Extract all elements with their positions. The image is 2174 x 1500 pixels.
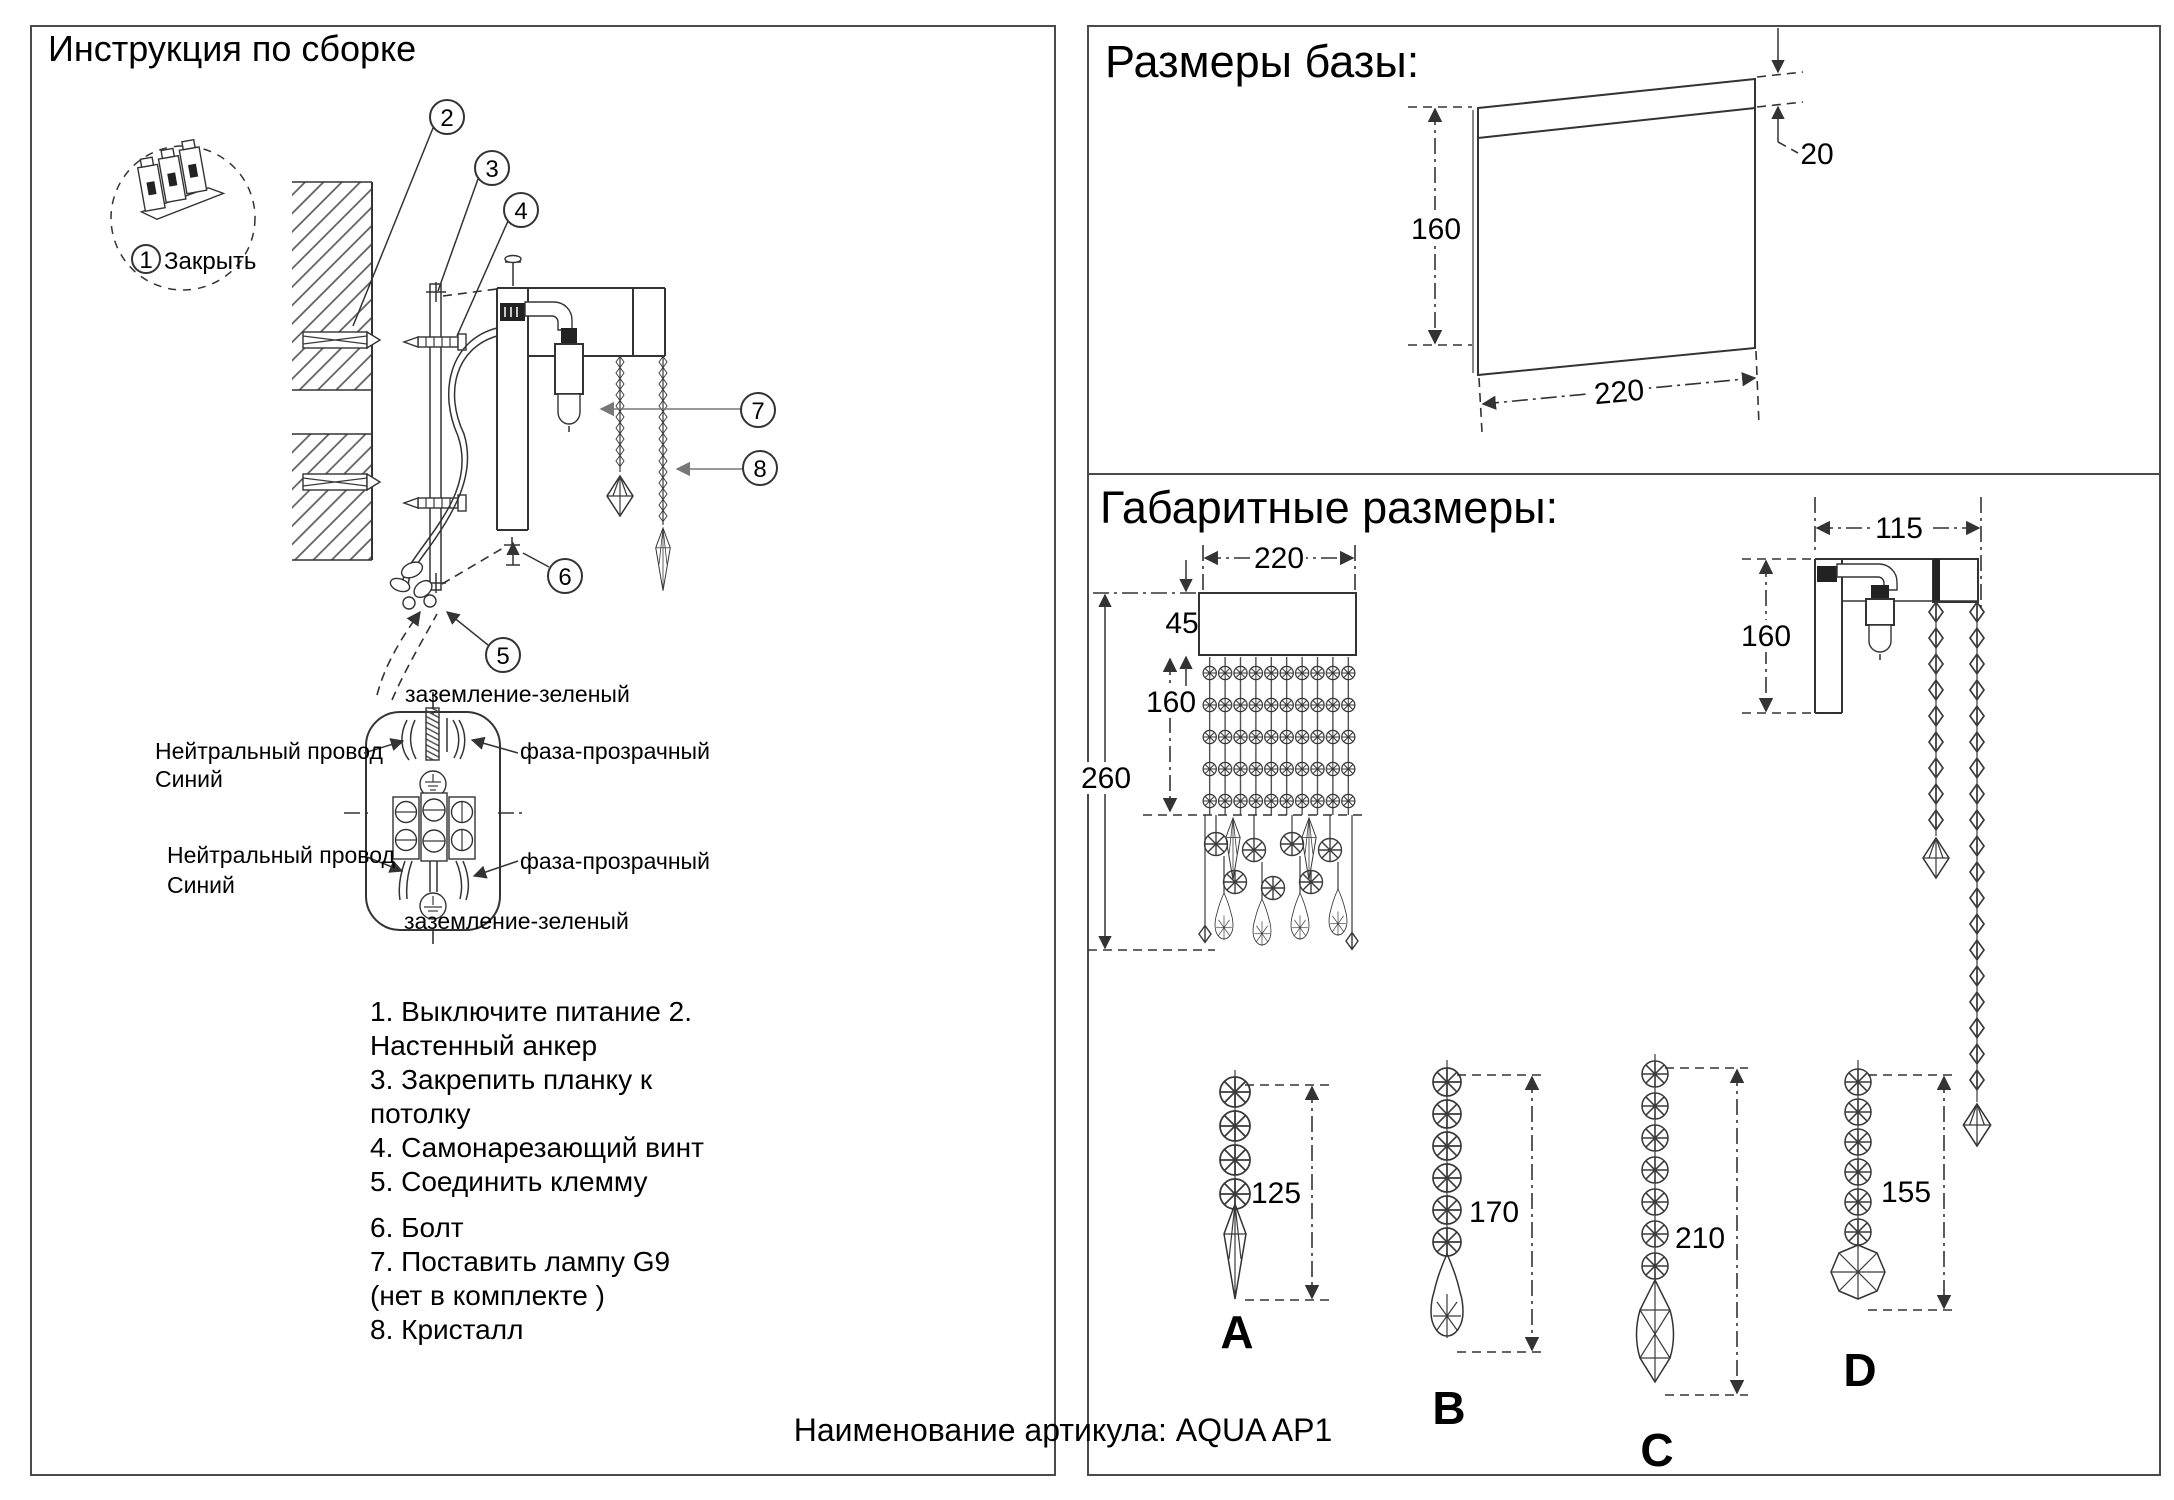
instruction-step: (нет в комплекте ) (370, 1280, 605, 1311)
strand-detail-C (1637, 1054, 1749, 1476)
lamp-assembly (500, 302, 583, 432)
wiring-neutral-bottom-label: Нейтральный провод (167, 842, 395, 868)
callout-5: 5 (496, 643, 510, 670)
wiring-ground-top-label: заземление-зеленый (405, 681, 630, 707)
strand-C-length: 210 (1674, 1222, 1726, 1255)
article-caption: Наименование артикула: AQUA AP1 (793, 1412, 1333, 1448)
strand-detail-D (1831, 1060, 1954, 1396)
strand-B-length: 170 (1468, 1196, 1520, 1229)
strand-A-label: A (1220, 1306, 1254, 1358)
wall-anchor-bottom (303, 474, 380, 490)
side-height-dim: 160 (1740, 620, 1792, 653)
fixture-body (497, 256, 665, 554)
front-band-dim: 160 (1145, 686, 1197, 719)
side-depth-dim: 115 (1875, 512, 1923, 545)
front-plate-dim: 45 (1165, 607, 1199, 640)
side-view-drawing (1740, 497, 1991, 1146)
base-height-dim: 160 (1410, 213, 1462, 246)
supply-cable (402, 328, 497, 589)
instruction-step: 7. Поставить лампу G9 (370, 1246, 671, 1277)
wiring-phase-bottom-label: фаза-прозрачный (520, 848, 710, 874)
instruction-step: 6. Болт (370, 1212, 464, 1243)
base-thickness-dim: 20 (1800, 138, 1834, 171)
wiring-phase-top-label: фаза-прозрачный (520, 738, 710, 764)
terminal-connector-cluster (377, 559, 437, 700)
wall-section (292, 182, 372, 560)
strand-D-length: 155 (1880, 1176, 1932, 1209)
callout-2: 2 (440, 105, 454, 132)
strand-B-label: B (1432, 1382, 1466, 1434)
wiring-blue-bottom-label: Синий (167, 872, 235, 898)
strand-detail-A (1220, 1070, 1330, 1358)
screw-top (404, 334, 466, 350)
base-width-dim: 220 (1592, 373, 1646, 412)
base-dimensions-title: Размеры базы: (1105, 36, 1420, 87)
wiring-ground-bottom-label: заземление-зеленый (404, 908, 629, 934)
callout-7: 7 (751, 398, 765, 425)
callout-6: 6 (558, 564, 572, 591)
instruction-step: 3. Закрепить планку к (370, 1064, 653, 1095)
front-total-dim: 260 (1080, 762, 1132, 795)
wiring-blue-top-label: Синий (155, 766, 223, 792)
instruction-step: 4. Самонарезающий винт (370, 1132, 704, 1163)
callout-4: 4 (514, 198, 528, 225)
power-off-detail (111, 136, 256, 290)
fixture-strand-1 (607, 356, 633, 516)
strand-C-label: C (1640, 1424, 1674, 1476)
instruction-step: 1. Выключите питание 2. (370, 996, 692, 1027)
overall-dimensions-title: Габаритные размеры: (1100, 482, 1559, 533)
strand-detail-B (1431, 1060, 1542, 1434)
strand-A-length: 125 (1250, 1177, 1302, 1210)
base-plate-drawing (1408, 28, 1834, 432)
callout-8: 8 (753, 456, 767, 483)
front-view-drawing (1079, 540, 1362, 950)
instruction-list (370, 995, 704, 1347)
instruction-step: потолку (370, 1098, 471, 1129)
front-width-dim: 220 (1253, 542, 1305, 575)
page-title: Инструкция по сборке (48, 28, 417, 69)
circuit-breaker-icon (131, 136, 226, 221)
callout-3: 3 (485, 156, 499, 183)
instruction-step: Настенный анкер (370, 1030, 598, 1061)
instruction-step: 5. Соединить клемму (370, 1166, 648, 1197)
wiring-neutral-top-label: Нейтральный провод (155, 738, 383, 764)
fixture-strand-2 (656, 356, 671, 591)
strand-D-label: D (1843, 1344, 1877, 1396)
power-off-label: Закрыть (164, 248, 257, 275)
wall-anchor-top (303, 332, 380, 348)
callout-1: 1 (139, 247, 153, 274)
instruction-step: 8. Кристалл (370, 1314, 524, 1345)
